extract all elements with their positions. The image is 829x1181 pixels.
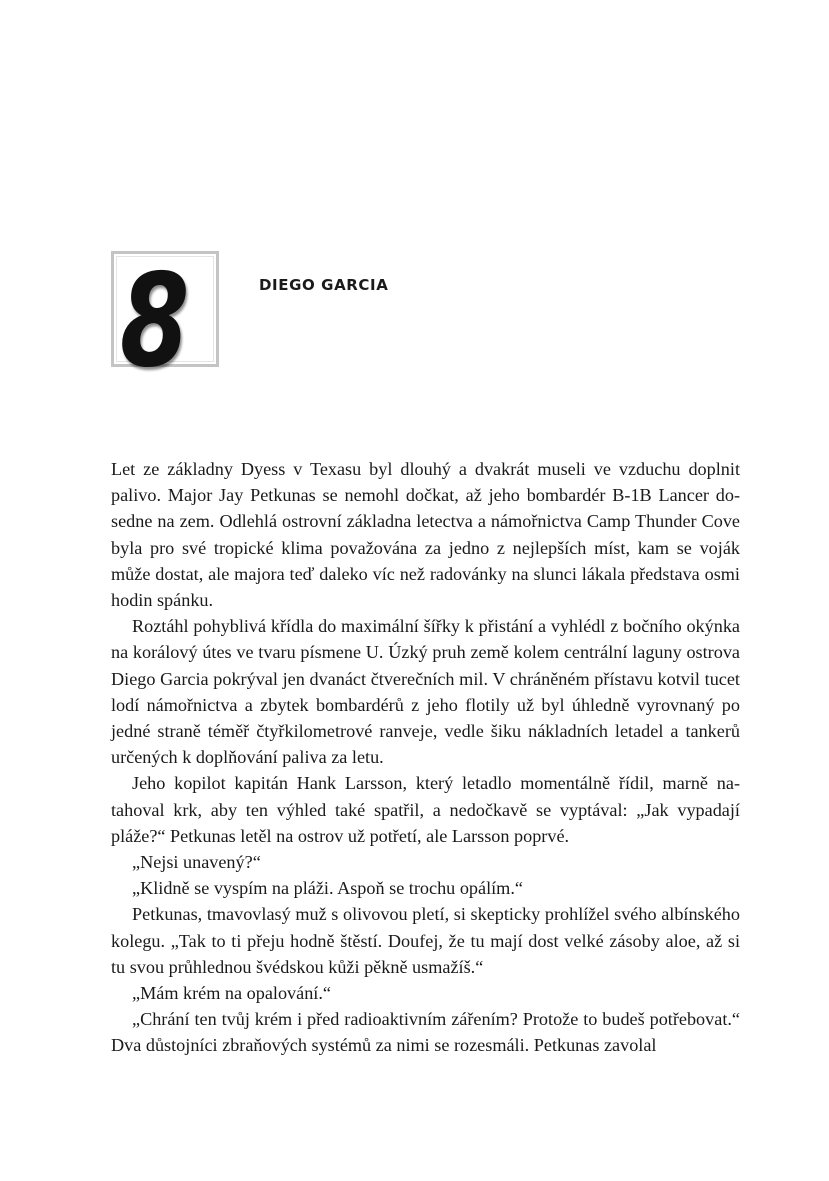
paragraph: „Klidně se vyspím na pláži. Aspoň se trochu opálím.“ — [132, 878, 523, 899]
paragraph: Roztáhl pohyblivá křídla do maximální šířky k přistání a vyhlédl z bočního okýnka na korálový útes ve tvaru písmene U. Úzký pruh země kolem centrální laguny ostrova Diego Garcia pokrýval jen dvanáct čtverečních mil. V chráněném přístavu kotvil tucet lodí námořnictva a zbytek bombardérů z jeho flotily už byl úhledně vyrovnaný po jedné straně téměř čtyřkilometrové ranveje, vedle šiku nákladních letadel a tankerů určených k doplňování paliva za letu. — [111, 616, 740, 768]
chapter-number: 8 — [120, 247, 188, 396]
paragraph: „Mám krém na opalování.“ — [132, 983, 331, 1004]
paragraph: Petkunas, tmavovlasý muž s olivovou pletí, si skepticky prohlížel svého albínského kolegu. „Tak to ti přeju hodně štěstí. Doufej, že tu mají dost velké zásoby aloe, až si tu svou průhlednou švédskou kůži pěkně usmažíš.“ — [111, 904, 740, 977]
paragraph: Jeho kopilot kapitán Hank Larsson, který letadlo momentálně řídil, marně natahoval krk, aby ten výhled také spatřil, a nedočkavě se vyptával: „Jak vypadají pláže?“ Petkunas letěl na ostrov už potřetí, ale Larsson poprvé. — [111, 773, 740, 846]
chapter-title: DIEGO GARCIA — [259, 276, 389, 294]
paragraph: „Chrání ten tvůj krém i před radioaktivním zářením? Protože to budeš potřebovat.“ Dva důstojníci zbraňových systémů za nimi se rozesmáli. Petkunas zavolal — [111, 1009, 740, 1056]
paragraph: „Nejsi unavený?“ — [132, 852, 261, 873]
chapter-body — [111, 456, 740, 1059]
paragraph: Let ze základny Dyess v Texasu byl dlouhý a dvakrát museli ve vzduchu doplnit palivo. Major Jay Petkunas se nemohl dočkat, až jeho bombardér B-1B Lancer dosedne na zem. Odlehlá ostrovní základna letectva a námořnictva Camp Thunder Cove byla pro své tropické klima považována za jedno z nejlepších míst, kam se voják může dostat, ale majora teď daleko víc než radovánky na slunci lákala představa osmi hodin spánku. — [111, 459, 740, 611]
